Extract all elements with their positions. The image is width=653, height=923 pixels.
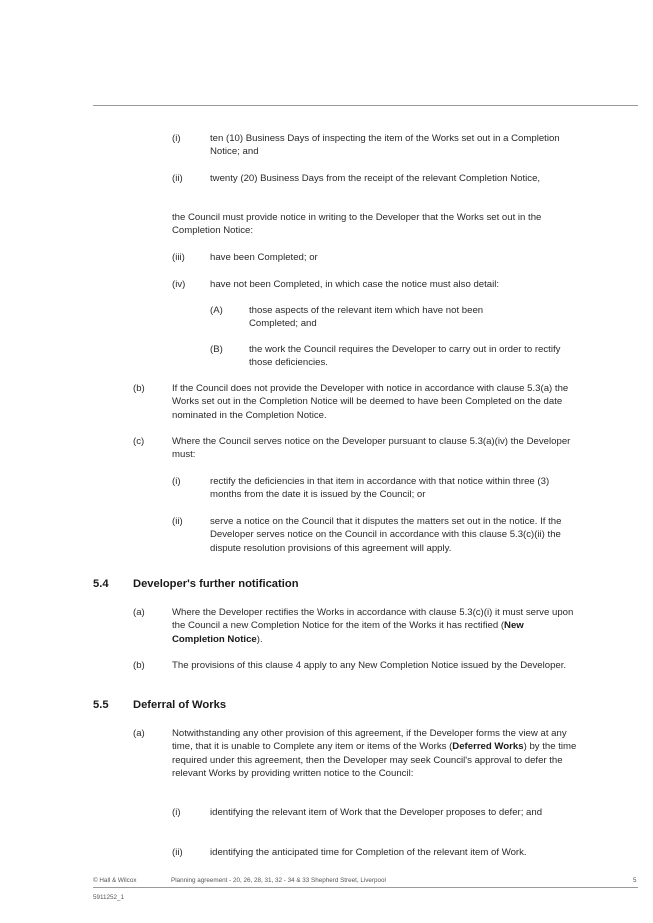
footer-copyright: © Hall & Wilcox [93,877,137,884]
clause-text: identifying the relevant item of Work that the Developer proposes to defer; and [210,807,543,818]
clause-text: Notwithstanding any other provision of this agreement, if the Developer forms the view at any time, that it is unable to Complete any item or items of the Works (Deferred Works) by the time required under this agreement, then the Developer may seek Council's approval to defer the relevant Works by providing written notice to the Council: [172,728,577,780]
clause-label: (ii) [172,173,183,184]
clause-label: (B) [210,344,223,355]
clause-text: the work the Council requires the Developer to carry out in order to rectify those deficiencies. [249,344,561,369]
clause-label: (i) [172,807,181,818]
clause-text: Where the Council serves notice on the Developer pursuant to clause 5.3(a)(iv) the Developer must: [172,436,571,461]
clause-label: (iii) [172,252,185,263]
clause-text: twenty (20) Business Days from the receipt of the relevant Completion Notice, [210,173,541,184]
clause-label: (i) [172,476,181,487]
clause-text: those aspects of the relevant item which have not been Completed; and [249,305,484,330]
clause-label: (i) [172,133,181,144]
defined-term: New Completion Notice [172,620,524,645]
clause-text: have been Completed; or [210,252,318,263]
clause-label: (a) [133,728,145,739]
clause-label: (b) [133,383,145,394]
clause-label: (A) [210,305,223,316]
clause-text: If the Council does not provide the Developer with notice in accordance with clause 5.3(a) the Works set out in the Completion Notice will be deemed to have been Completed on the date nominated in the Completion Notice. [172,383,569,421]
clause-label: (iv) [172,279,186,290]
section-number: 5.5 [93,699,109,711]
footer-rule [93,887,638,888]
clause-label: (a) [133,607,145,618]
clause-label: (c) [133,436,145,447]
section-number: 5.4 [93,578,109,590]
clause-text: have not been Completed, in which case the notice must also detail: [210,279,500,290]
clause-text: serve a notice on the Council that it disputes the matters set out in the notice. If the Developer serves notice on the Council in accordance with this clause 5.3(c)(ii) the dispute resolution provisions of this agreement will apply. [210,516,562,554]
clause-label: (b) [133,660,145,671]
clause-text: ten (10) Business Days of inspecting the item of the Works set out in a Completion Notice; and [210,133,560,158]
clause-label: (ii) [172,847,183,858]
clause-text: rectify the deficiencies in that item in accordance with that notice within three (3) months from the date it is issued by the Council; or [210,476,550,501]
footer-doc-ref: 5911252_1 [93,894,125,901]
paragraph: the Council must provide notice in writing to the Developer that the Works set out in the Completion Notice: [172,212,542,237]
footer-doc-title: Planning agreement - 20, 26, 28, 31, 32 - 34 & 33 Shepherd Street, Liverpool [171,877,386,884]
clause-label: (ii) [172,516,183,527]
header-rule [93,105,638,106]
clause-text: The provisions of this clause 4 apply to any New Completion Notice issued by the Developer. [172,660,567,671]
clause-text: identifying the anticipated time for Completion of the relevant item of Work. [210,847,527,858]
section-title: Deferral of Works [133,699,227,711]
defined-term: Deferred Works [452,741,524,753]
section-title: Developer's further notification [133,578,299,590]
footer-page-number: 5 [633,877,637,884]
clause-text: Where the Developer rectifies the Works in accordance with clause 5.3(c)(i) it must serve upon the Council a new Completion Notice for the item of the Works it has rectified (New Completion Notice). [172,607,574,645]
